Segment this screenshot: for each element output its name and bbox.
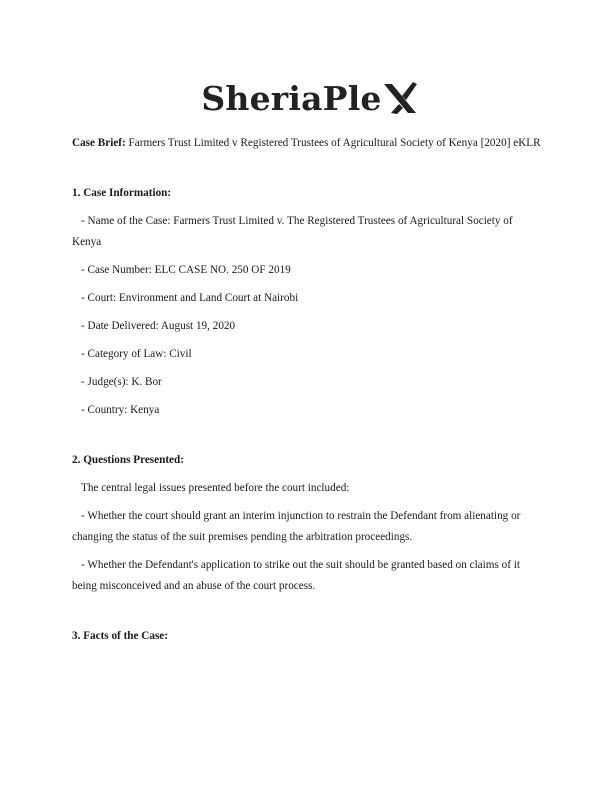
- date-delivered-item: - Date Delivered: August 19, 2020: [81, 320, 236, 332]
- question-strike-out: - Whether the Defendant's application to strike out the suit should be granted based on claims of it being misconceived and an abuse of the court process.: [72, 559, 520, 592]
- logo-text: SheriaPle: [201, 78, 382, 118]
- case-brief-label: Case Brief:: [72, 137, 126, 149]
- section-heading-case-information: 1. Case Information:: [72, 187, 172, 199]
- questions-intro: The central legal issues presented before the court included:: [81, 482, 350, 494]
- country-item: - Country: Kenya: [81, 404, 160, 416]
- case-brief-name: Farmers Trust Limited v Registered Trustees of Agricultural Society of Kenya [2020] eKLR: [125, 137, 541, 149]
- document-body: [72, 133, 542, 654]
- section-heading-questions-presented: 2. Questions Presented:: [72, 454, 184, 466]
- case-number-item: - Case Number: ELC CASE NO. 250 OF 2019: [81, 264, 291, 276]
- sheriaplex-logo: [0, 76, 612, 120]
- x-mark-icon: [383, 80, 417, 116]
- category-of-law-item: - Category of Law: Civil: [81, 348, 192, 360]
- case-brief-title: [72, 133, 542, 154]
- court-item: - Court: Environment and Land Court at Nairobi: [81, 292, 299, 304]
- section-heading-facts: 3. Facts of the Case:: [72, 630, 169, 642]
- judges-item: - Judge(s): K. Bor: [81, 376, 162, 388]
- logo-wrapper: [201, 80, 416, 116]
- case-name-item: - Name of the Case: Farmers Trust Limited v. The Registered Trustees of Agricultural Society of Kenya: [72, 215, 513, 248]
- question-interim-injunction: - Whether the court should grant an interim injunction to restrain the Defendant from alienating or changing the status of the suit premises pending the arbitration proceedings.: [72, 510, 521, 543]
